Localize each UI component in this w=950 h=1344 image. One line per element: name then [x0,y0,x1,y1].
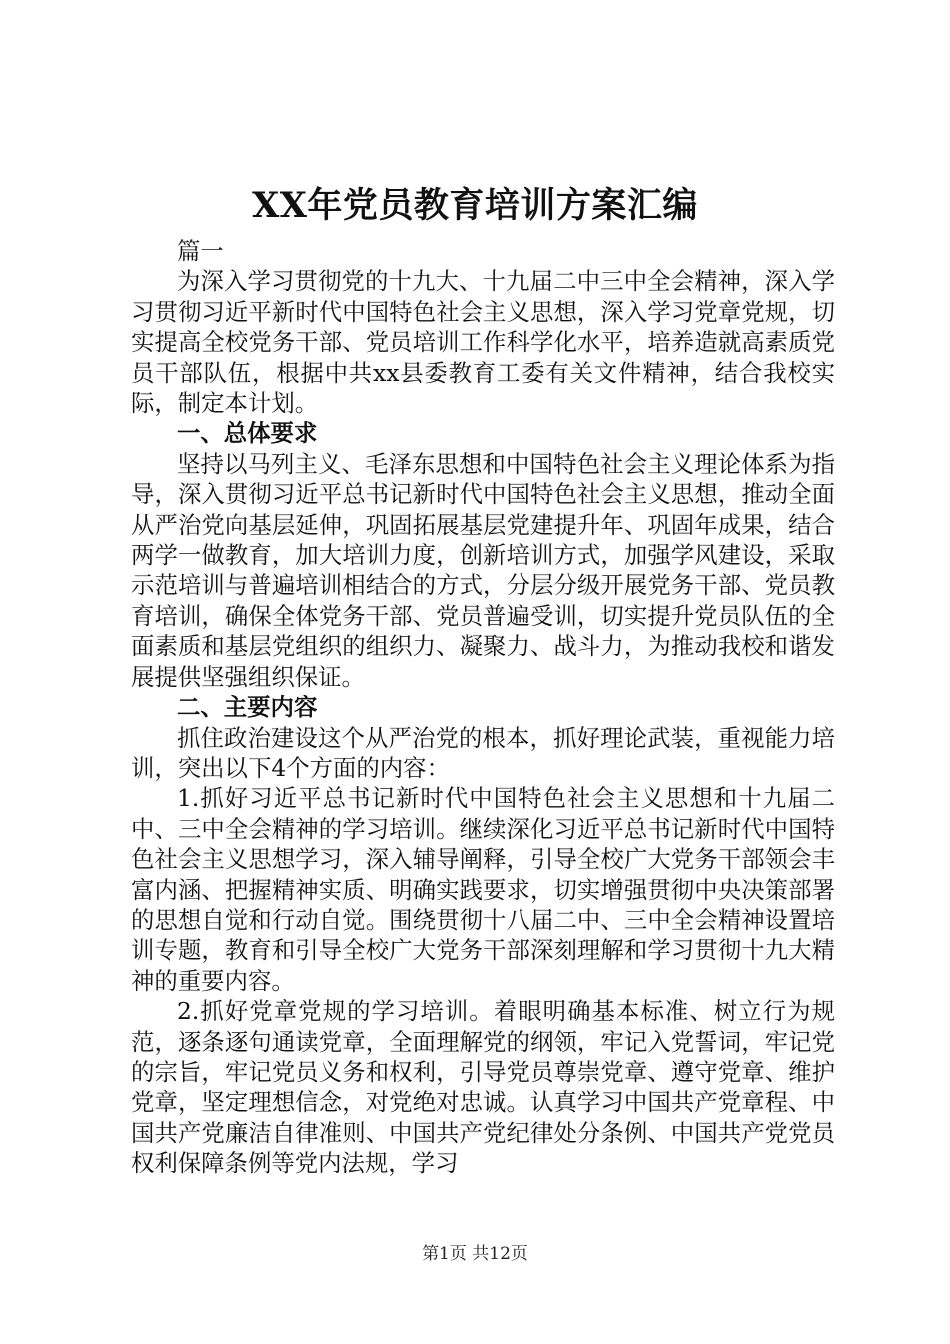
paragraph: 坚持以马列主义、毛泽东思想和中国特色社会主义理论体系为指导，深入贯彻习近平总书记新时代中国特色社会主义思想，推动全面从严治党向基层延伸，巩固拓展基层党建提升年、巩固年成果，结合两学一做教育，加大培训力度，创新培训方式，加强学风建设，采取示范培训与普遍培训相结合的方式，分层分级开展党务干部、党员教育培训，确保全体党务干部、党员普遍受训，切实提升党员队伍的全面素质和基层党组织的组织力、凝聚力、战斗力，为推动我校和谐发展提供坚强组织保证。 [131,449,835,691]
document-body [131,236,835,1179]
paragraph: 抓住政治建设这个从严治党的根本，抓好理论武装，重视能力培训，突出以下4个方面的内容： [131,723,835,782]
paragraph: 篇一 [177,237,224,265]
document-title: XX年党员教育培训方案汇编 [252,185,698,226]
paragraph: 2.抓好党章党规的学习培训。着眼明确基本标准、树立行为规范，逐条逐句通读党章，全面理解党的纲领，牢记入党誓词，牢记党的宗旨，牢记党员义务和权利，引导党员尊崇党章、遵守党章、维护党章，坚定理想信念，对党绝对忠诚。认真学习中国共产党章程、中国共产党廉洁自律准则、中国共产党纪律处分条例、中国共产党党员权利保障条例等党内法规，学习 [131,997,835,1178]
paragraph: 1.抓好习近平总书记新时代中国特色社会主义思想和十九届二中、三中全会精神的学习培训。继续深化习近平总书记新时代中国特色社会主义思想学习，深入辅导阐释，引导全校广大党务干部领会丰富内涵、把握精神实质、明确实践要求，切实增强贯彻中央决策部署的思想自觉和行动自觉。围绕贯彻十八届二中、三中全会精神设置培训专题，教育和引导全校广大党务干部深刻理解和学习贯彻十九大精神的重要内容。 [131,784,835,995]
paragraph: 为深入学习贯彻党的十九大、十九届二中三中全会精神，深入学习贯彻习近平新时代中国特色社会主义思想，深入学习党章党规，切实提高全校党务干部、党员培训工作科学化水平，培养造就高素质党员干部队伍，根据中共xx县委教育工委有关文件精神，结合我校实际，制定本计划。 [131,267,835,418]
section-heading: 二、主要内容 [177,693,318,722]
section-heading: 一、总体要求 [177,419,318,448]
page-footer: 第1页 共12页 [422,1244,528,1264]
